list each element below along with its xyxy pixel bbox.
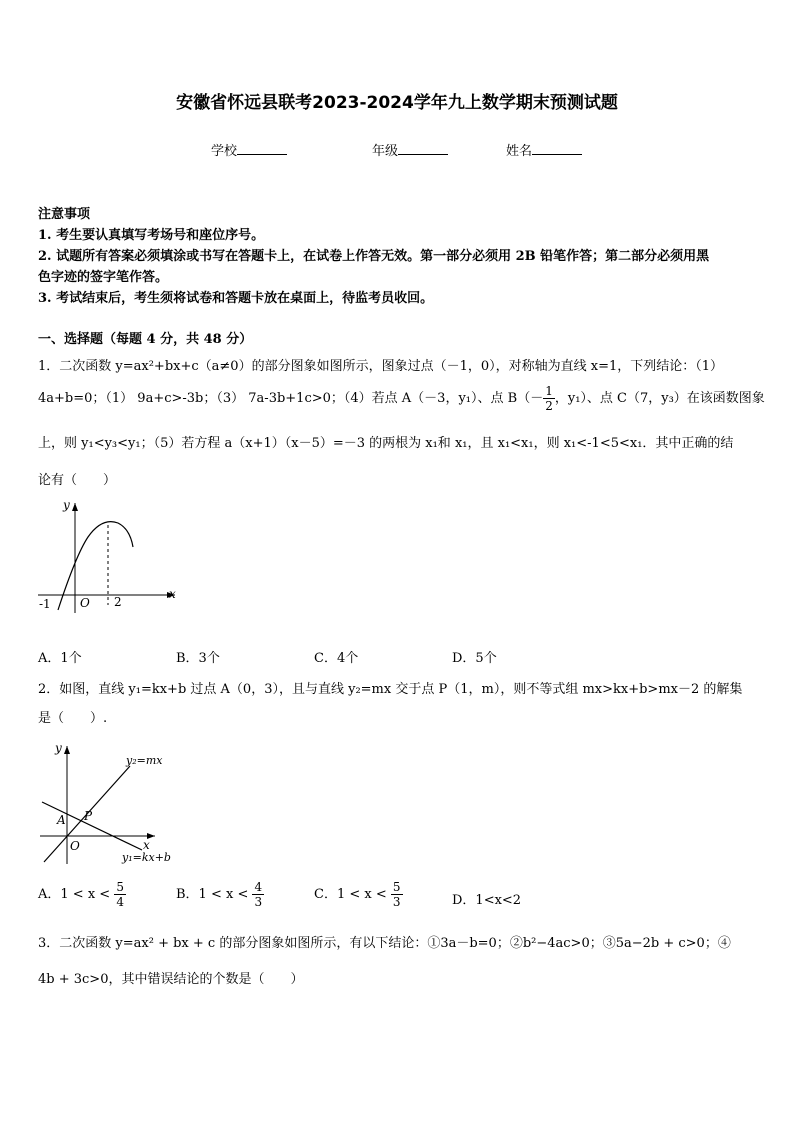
q1-line2-b: ，y₁）、点 C（7，y₃）在该函数图象: [554, 391, 765, 406]
name-field: [506, 140, 582, 159]
q2-option-b: B．1 < x < $\frac{4}{3}$: [176, 880, 263, 909]
q2-y-label: y: [55, 741, 62, 755]
q2-origin-label: O: [70, 839, 80, 853]
page-title: 安徽省怀远县联考2023-2024学年九上数学期末预测试题: [176, 93, 618, 113]
q1-y-arrow: [72, 503, 78, 511]
name-label: 姓名: [506, 144, 533, 159]
q2-y-arrow: [64, 746, 70, 754]
q2-option-c: C．1 < x < $\frac{5}{3}$: [314, 880, 401, 909]
section-heading: 一、选择题（每题 4 分，共 48 分）: [38, 332, 253, 347]
q1-option-d: D．5个: [452, 651, 497, 666]
q1-two-label: 2: [114, 595, 122, 609]
q2-line1: 2．如图，直线 y₁=kx+b 过点 A（0，3），且与直线 y₂=mx 交于点 P（1，m），则不等式组 mx>kx+b>mx－2 的解集: [38, 682, 743, 697]
q2-line-y1-label: y₁=kx+b: [122, 851, 171, 864]
q2-option-d: D．1<x<2: [452, 893, 522, 908]
q1-line2: [38, 384, 765, 413]
q1-neg1-label: -1: [39, 597, 51, 611]
q3-line2: 4b + 3c>0，其中错误结论的个数是（ ）: [38, 972, 304, 987]
notice-item-2a: 2. 试题所有答案必须填涂或书写在答题卡上，在试卷上作答无效。第一部分必须用 2B 铅笔作答；第二部分必须用黑: [38, 249, 710, 264]
notice-item-3: 3. 考试结束后，考生须将试卷和答题卡放在桌面上，待监考员收回。: [38, 291, 434, 306]
q1-graph: [30, 495, 185, 620]
q1-y-label: y: [63, 498, 70, 512]
q1-option-a: A．1个: [38, 651, 82, 666]
q1-option-b: B．3个: [176, 651, 220, 666]
q1-x-label: x: [169, 587, 176, 601]
q3-line1: 3．二次函数 y=ax² + bx + c 的部分图象如图所示，有以下结论：①3a－b=0；②b²−4ac>0；③5a−2b + c>0；④: [38, 936, 731, 951]
q2-point-p-label: P: [84, 809, 93, 823]
q1-parabola: [58, 522, 133, 610]
notice-heading: 注意事项: [38, 207, 91, 222]
q1-line1: 1．二次函数 y=ax²+bx+c（a≠0）的部分图象如图所示，图象过点（－1，0），对称轴为直线 x=1，下列结论：（1）: [38, 359, 724, 374]
q1-line3: 上，则 y₁<y₃<y₁；（5）若方程 a（x+1）（x－5）=－3 的两根为 x₁和 x₁，且 x₁<x₁，则 x₁<-1<5<x₁．其中正确的结: [38, 436, 734, 451]
q2-x-label: x: [143, 838, 150, 852]
grade-blank: [398, 142, 448, 155]
school-label: 学校: [211, 144, 238, 159]
q2-line-y2-label: y₂=mx: [126, 754, 163, 767]
q1-option-c: C．4个: [314, 651, 359, 666]
q1-origin-label: O: [80, 596, 90, 610]
notice-item-1: 1. 考生要认真填写考场号和座位序号。: [38, 228, 265, 243]
notice-item-2b: 色字迹的签字笔作答。: [38, 270, 169, 285]
q2-option-a: A．1 < x < $\frac{5}{4}$: [38, 880, 124, 909]
school-blank: [237, 142, 287, 155]
school-field: [211, 140, 287, 159]
q1-fraction: $\frac{1}{2}$: [545, 384, 553, 413]
grade-label: 年级: [372, 144, 399, 159]
q2-point-a-label: A: [57, 813, 66, 827]
q1-line2-a: 4a+b=0；（1） 9a+c>-3b；（3） 7a-3b+1c>0；（4）若点 A（－3，y₁）、点 B（－: [38, 391, 544, 406]
q1-line4: 论有（ ）: [38, 473, 117, 488]
name-blank: [532, 142, 582, 155]
grade-field: [372, 140, 448, 159]
q2-line2: 是（ ）.: [38, 711, 108, 726]
q2-graph: [30, 738, 190, 868]
